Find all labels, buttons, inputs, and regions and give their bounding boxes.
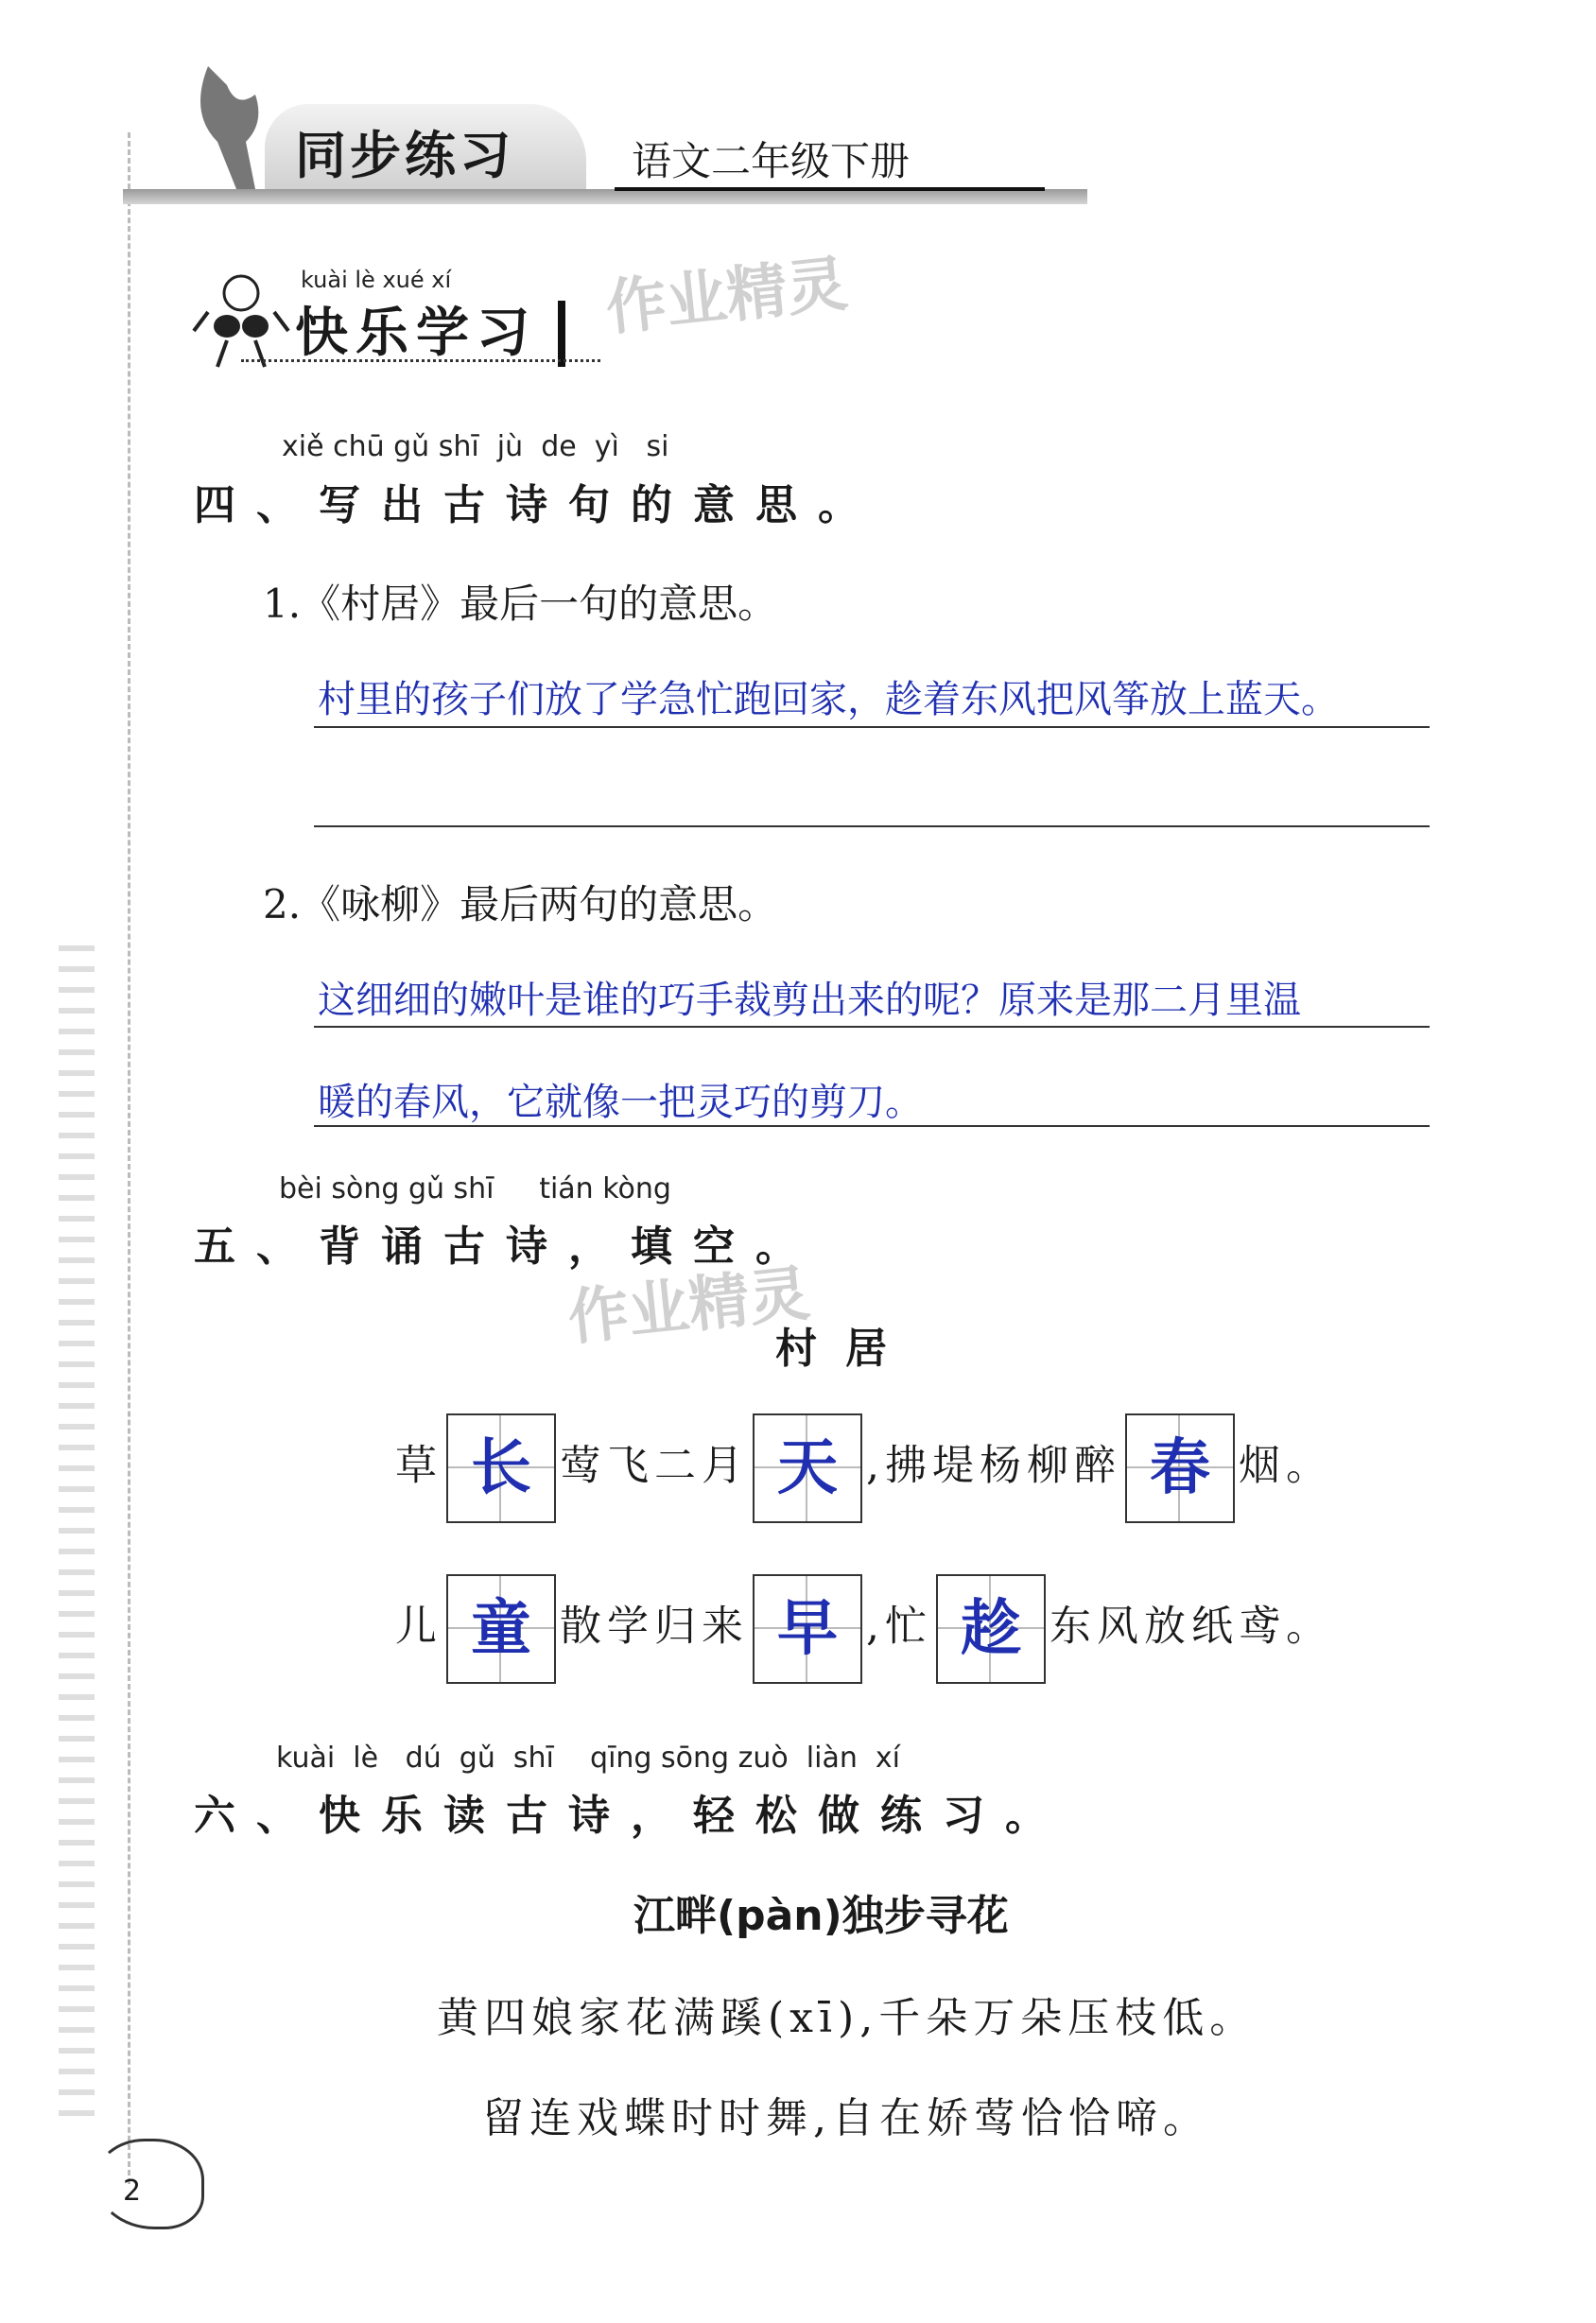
section6-heading: 六、快乐读古诗，轻松做练习。 — [194, 1792, 1067, 1840]
answer-line — [314, 726, 1430, 728]
cartoon-mascot-icon — [189, 265, 293, 373]
fill-box[interactable] — [936, 1574, 1046, 1684]
question-1-label: 1.《村居》最后一句的意思。 — [263, 581, 778, 627]
fill-box[interactable] — [446, 1413, 556, 1523]
poem-text: 烟。 — [1239, 1441, 1333, 1490]
badge-dotted-rule — [241, 359, 600, 362]
answer-line — [314, 1125, 1430, 1127]
fill-box[interactable] — [753, 1413, 862, 1523]
question-2-answer-line-2: 暖的春风，它就像一把灵巧的剪刀。 — [318, 1081, 923, 1124]
badge-bar — [558, 301, 565, 367]
snail-icon — [95, 2139, 204, 2229]
section6-pinyin: kuài lè dú gǔ shī qīng sōng zuò liàn xí — [276, 1742, 900, 1775]
poem-jiangpan-line-1: 黄四娘家花满蹊(xī),千朵万朵压枝低。 — [437, 1994, 1258, 2042]
poem-title-cunju: 村居 — [775, 1325, 915, 1373]
fill-box[interactable] — [753, 1574, 862, 1684]
deer-logo-icon — [170, 57, 274, 199]
margin-decoration — [59, 945, 95, 2127]
section4-heading: 四、写出古诗句的意思。 — [194, 481, 880, 529]
section-badge-label: 快乐学习 — [295, 303, 537, 364]
poem-text: ,拂堤杨柳醉 — [866, 1441, 1121, 1490]
poem-text: ,忙 — [866, 1602, 932, 1651]
poem-jiangpan-line-2: 留连戏蝶时时舞,自在娇莺恰恰啼。 — [482, 2094, 1210, 2142]
fill-answer: 春 — [1150, 1432, 1210, 1503]
fill-answer: 趁 — [961, 1593, 1021, 1664]
question-2-answer-line-1: 这细细的嫩叶是谁的巧手裁剪出来的呢？原来是那二月里温 — [318, 979, 1301, 1022]
fill-answer: 天 — [777, 1432, 838, 1503]
poem-line-1 — [395, 1413, 1333, 1523]
fill-answer: 童 — [471, 1593, 531, 1664]
poem-text: 散学归来 — [560, 1602, 749, 1651]
watermark: 作业精灵 — [564, 1258, 813, 1355]
poem-line-2 — [395, 1574, 1333, 1684]
section5-heading: 五、背诵古诗，填空。 — [194, 1222, 818, 1271]
poem-text: 莺飞二月 — [560, 1441, 749, 1490]
watermark: 作业精灵 — [602, 249, 851, 345]
cut-line — [128, 132, 130, 2184]
poem-text: 草 — [395, 1441, 442, 1490]
badge-pinyin: kuài lè xué xí — [301, 267, 452, 293]
answer-line — [314, 825, 1430, 827]
poem-title-jiangpan: 江畔(pàn)独步寻花 — [633, 1892, 1009, 1940]
section4-pinyin: xiě chū gǔ shī jù de yì si — [282, 430, 669, 463]
page-number: 2 — [123, 2175, 142, 2208]
fill-box[interactable] — [1125, 1413, 1235, 1523]
section5-pinyin: bèi sòng gǔ shī tián kòng — [279, 1172, 671, 1205]
question-1-answer: 村里的孩子们放了学急忙跑回家，趁着东风把风筝放上蓝天。 — [318, 678, 1339, 721]
header-rule — [615, 187, 1045, 191]
fill-answer: 早 — [777, 1593, 838, 1664]
fill-box[interactable] — [446, 1574, 556, 1684]
question-2-label: 2.《咏柳》最后两句的意思。 — [263, 881, 778, 927]
page-header-subtitle: 语文二年级下册 — [632, 138, 911, 184]
page-header-title: 同步练习 — [295, 126, 514, 185]
answer-line — [314, 1026, 1430, 1028]
poem-text: 东风放纸鸢。 — [1050, 1602, 1333, 1651]
poem-text: 儿 — [395, 1602, 442, 1651]
fill-answer: 长 — [471, 1432, 531, 1503]
